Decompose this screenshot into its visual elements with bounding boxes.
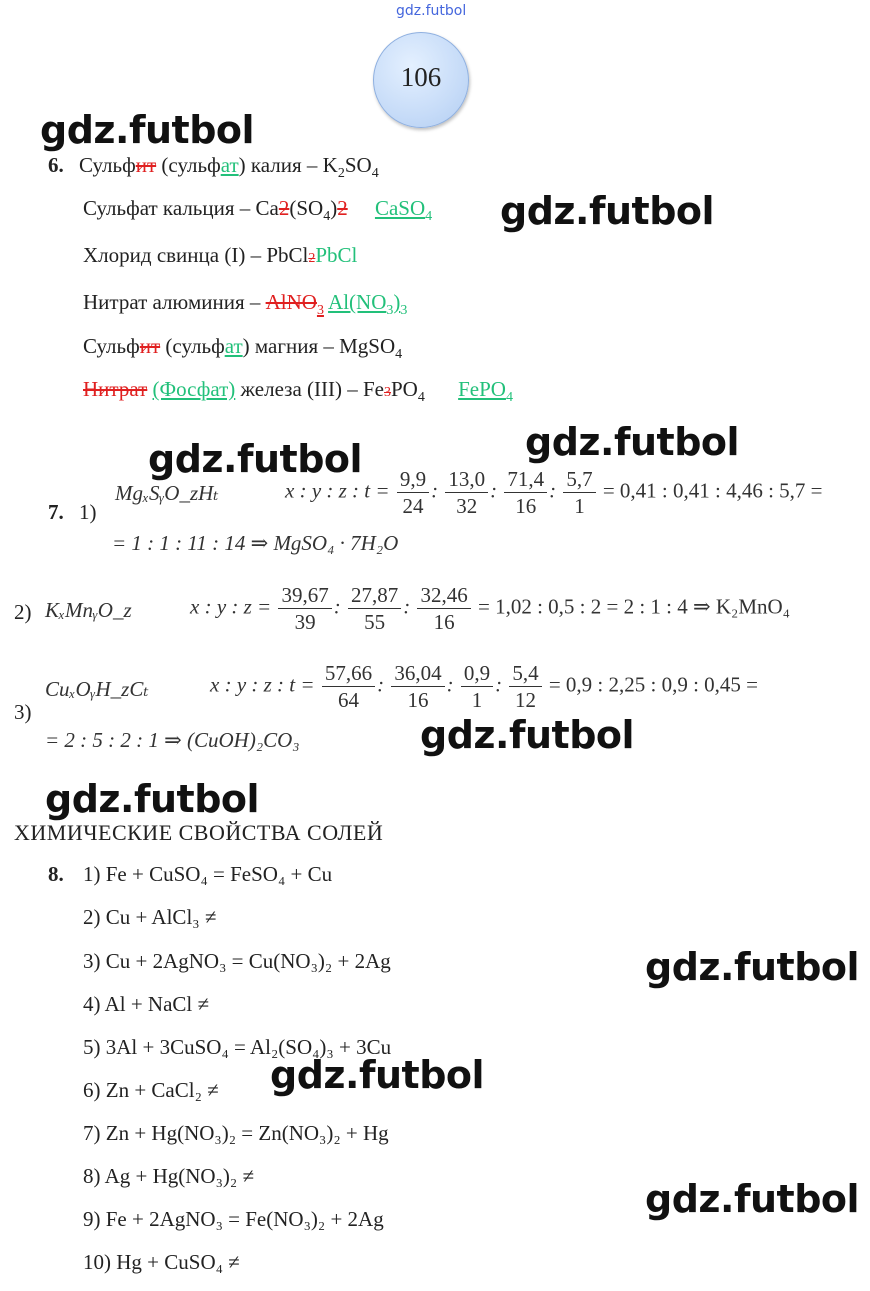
list-item: 4) Al + NaCl ≠ bbox=[83, 992, 210, 1016]
task6-line2: Сульфат кальция – $Ca2(SO_4)2$ CaSO$_4$ bbox=[83, 196, 433, 225]
list-item: 7) Zn + Hg(NO₃)₂ = Zn(NO₃)₂ + Hg bbox=[83, 1121, 389, 1145]
watermark: gdz.futbol bbox=[148, 437, 363, 481]
ratio-equation-1: x : y : z : t = $\frac{9,9}{24}$ : $\frac{13,0}{32}$ : $\frac{71,4}{16}$ : $\frac{5,7}{1}$ = 0,41 : 0,41 : 4,46 : 5,7 = bbox=[285, 467, 823, 518]
result-line-3: = 2 : 5 : 2 : 1 ⇒ (CuOH)₂CO₃ bbox=[45, 728, 300, 752]
watermark: gdz.futbol bbox=[420, 713, 635, 757]
page-number: 106 bbox=[400, 62, 442, 92]
task6-line1: 6. Сульфит (сульфат) калия – $K_2SO_4$ bbox=[48, 153, 379, 182]
watermark: gdz.futbol bbox=[40, 108, 255, 152]
list-item: 2) Cu + AlCl₃ ≠ bbox=[83, 905, 217, 929]
list-item: 6) Zn + CaCl₂ ≠ bbox=[83, 1078, 219, 1102]
correction-text: CaSO$_4$ bbox=[374, 196, 433, 225]
list-item: 8) Ag + Hg(NO₃)₂ ≠ bbox=[83, 1164, 254, 1188]
part-label-3: 3) bbox=[14, 700, 32, 724]
task6-line5: Сульфит (сульфат) магния – MgSO$_4$ bbox=[83, 334, 403, 363]
ratio-equation-2: x : y : z = $\frac{39,67}{39}$ : $\frac{27,87}{55}$ : $\frac{32,46}{16}$ = 1,02 : 0,5 : 2 = 2 : 1 : 4 ⇒ K₂MnO₄ bbox=[190, 583, 791, 634]
part-label-2: 2) bbox=[14, 600, 32, 624]
list-item: 5) 3Al + 3CuSO₄ = Al₂(SO₄)₃ + 3Cu bbox=[83, 1035, 392, 1059]
task6-line4: Нитрат алюминия – AlNO$_3$ $Al(NO_3)_3$ bbox=[83, 290, 408, 319]
task6-line3: Хлорид свинца (I) – PbCl2PbCl bbox=[83, 243, 358, 267]
page-number-badge bbox=[373, 32, 469, 128]
list-item: 10) Hg + CuSO₄ ≠ bbox=[83, 1250, 240, 1274]
correction-text: $Al(NO_3)_3$ bbox=[328, 290, 408, 319]
strikethrough-text: ит bbox=[135, 153, 157, 177]
formula-3: CuₓOᵧH_zCₜ bbox=[45, 677, 149, 701]
task-number: 6. bbox=[48, 153, 64, 177]
site-label: gdz.futbol bbox=[396, 3, 467, 19]
task-number: 8. bbox=[48, 862, 64, 886]
watermark: gdz.futbol bbox=[270, 1053, 485, 1097]
watermark: gdz.futbol bbox=[525, 420, 740, 464]
formula-1: MgₓSᵧO_zHₜ bbox=[115, 481, 219, 505]
task7-number-line: 7. 1) bbox=[48, 500, 97, 524]
watermark: gdz.futbol bbox=[645, 945, 860, 989]
list-item: 1) Fe + CuSO₄ = FeSO₄ + Cu bbox=[83, 862, 333, 886]
correction-text: ат bbox=[220, 153, 239, 177]
task6-line6: Нитрат (Фосфат) железа $(III) - Fe3PO_4$ FePO$_4$ bbox=[83, 377, 513, 406]
formula-2: KₓMnᵧO_z bbox=[45, 598, 132, 622]
watermark: gdz.futbol bbox=[500, 189, 715, 233]
watermark: gdz.futbol bbox=[45, 777, 260, 821]
section-title: ХИМИЧЕСКИЕ СВОЙСТВА СОЛЕЙ bbox=[14, 820, 384, 845]
result-line-1: = 1 : 1 : 11 : 14 ⇒ MgSO₄ · 7H₂O bbox=[112, 531, 399, 555]
correction-text: PbCl bbox=[315, 243, 358, 267]
ratio-equation-3: x : y : z : t = $\frac{57,66}{64}$ : $\frac{36,04}{16}$ : $\frac{0,9}{1}$ : $\frac{5,4}{12}$ = 0,9 : 2,25 : 0,9 : 0,45 = bbox=[210, 661, 759, 712]
list-item: 9) Fe + 2AgNO₃ = Fe(NO₃)₂ + 2Ag bbox=[83, 1207, 384, 1231]
list-item: 3) Cu + 2AgNO₃ = Cu(NO₃)₂ + 2Ag bbox=[83, 949, 391, 973]
watermark: gdz.futbol bbox=[645, 1177, 860, 1221]
